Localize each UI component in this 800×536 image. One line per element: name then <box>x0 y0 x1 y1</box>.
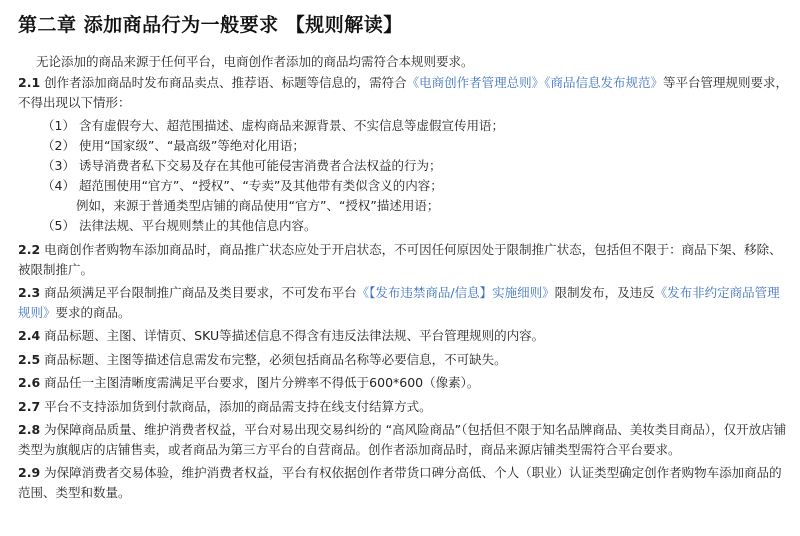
item-text: 含有虚假夸大、超范围描述、虚构商品来源背景、不实信息等虚假宣传用语； <box>78 118 504 133</box>
clause-2-1 <box>18 73 792 112</box>
item-text: 使用“国家级”、“最高级”等绝对化用语； <box>78 138 305 153</box>
item-text: 法律法规、平台规则禁止的其他信息内容。 <box>78 218 317 233</box>
clause-number: 2.3 <box>18 285 41 300</box>
clause-text: 创作者添加商品时发布商品卖点、推荐语、标题等信息的，需符合 <box>44 75 407 90</box>
rule-link-product-info[interactable]: 《商品信息发布规范》 <box>544 75 663 90</box>
clause-text: 商品标题、主图、详情页、SKU等描述信息不得含有违反法律法规、平台管理规则的内容。 <box>44 328 545 343</box>
list-item <box>18 116 792 136</box>
clause-text: 限制发布，及违反 <box>554 285 655 300</box>
clause-number: 2.4 <box>18 328 41 343</box>
clause-text: 等平台管理规则要求，不得出现以下情形： <box>18 75 788 110</box>
clause-text: 商品标题、主图等描述信息需发布完整，必须包括商品名称等必要信息，不可缺失。 <box>44 351 507 367</box>
clause-text: 商品任一主图清晰度需满足平台要求，图片分辨率不得低于600*600（像素）。 <box>44 375 480 390</box>
item-text: 超范围使用“官方”、“授权”、“专卖”及其他带有类似含义的内容； <box>78 178 443 193</box>
item-text: 诱导消费者私下交易及存在其他可能侵害消费者合法权益的行为； <box>78 158 442 173</box>
clause-number: 2.1 <box>18 75 41 90</box>
item-label: （4） <box>42 178 75 193</box>
clause-text: 商品须满足平台限制推广商品及类目要求，不可发布平台 <box>44 285 357 300</box>
list-item <box>18 216 792 236</box>
rule-link-prohibited-goods[interactable]: 《【发布违禁商品/信息】实施细则》 <box>356 285 555 300</box>
clause-text: 电商创作者购物车添加商品时，商品推广状态应处于开启状态，不可因任何原因处于限制推广状态，包括但不限于：商品下架、移除、被限制推广。 <box>18 242 782 277</box>
clause-2-7 <box>18 397 792 417</box>
clause-number: 2.9 <box>18 465 41 480</box>
clause-text: 要求的商品。 <box>55 304 131 320</box>
rule-link-creator-general[interactable]: 《电商创作者管理总则》 <box>406 75 545 90</box>
clause-number: 2.2 <box>18 242 41 257</box>
clause-text: 为保障消费者交易体验，维护消费者权益，平台有权依据创作者带货口碑分高低、个人（职业）认证类型确定创作者购物车添加商品的范围、类型和数量。 <box>18 465 782 500</box>
clause-number: 2.8 <box>18 422 41 437</box>
list-item <box>18 176 792 196</box>
list-item <box>18 136 792 156</box>
item-label: （2） <box>42 138 75 153</box>
clause-number: 2.5 <box>18 351 41 367</box>
item-label: （3） <box>42 158 75 173</box>
clause-2-3 <box>18 283 792 322</box>
rule-link-non-agreed-goods[interactable]: 《发布非约定商品管理规则》 <box>18 285 780 320</box>
example-note: 例如，来源于普通类型店铺的商品使用“官方”、“授权”描述用语； <box>76 198 440 213</box>
clause-text: 平台不支持添加货到付款商品，添加的商品需支持在线支付结算方式。 <box>44 398 432 414</box>
chapter-title: 第二章 添加商品行为一般要求 【规则解读】 <box>18 14 403 36</box>
clause-2-5 <box>18 350 792 370</box>
clause-2-4 <box>18 326 792 346</box>
item-label: （5） <box>42 218 75 233</box>
clause-text: 为保障商品质量、维护消费者权益，平台对易出现交易纠纷的 “高风险商品”（包括但不限于知名品牌商品、美妆类目商品），仅开放店铺类型为旗舰店的店铺售卖，或者商品为第三方平台的自营商品。创作者添加商品时，商品来源店铺类型需符合平台要求。 <box>18 422 787 457</box>
clause-2-9 <box>18 463 792 502</box>
clause-number: 2.6 <box>18 375 41 390</box>
list-item <box>18 156 792 176</box>
clause-2-6 <box>18 373 792 393</box>
item-label: （1） <box>42 118 75 133</box>
clause-number: 2.7 <box>18 398 41 414</box>
clause-2-2 <box>18 240 792 279</box>
clause-2-8 <box>18 420 792 459</box>
intro-paragraph: 无论添加的商品来源于任何平台，电商创作者添加的商品均需符合本规则要求。 <box>36 54 474 69</box>
